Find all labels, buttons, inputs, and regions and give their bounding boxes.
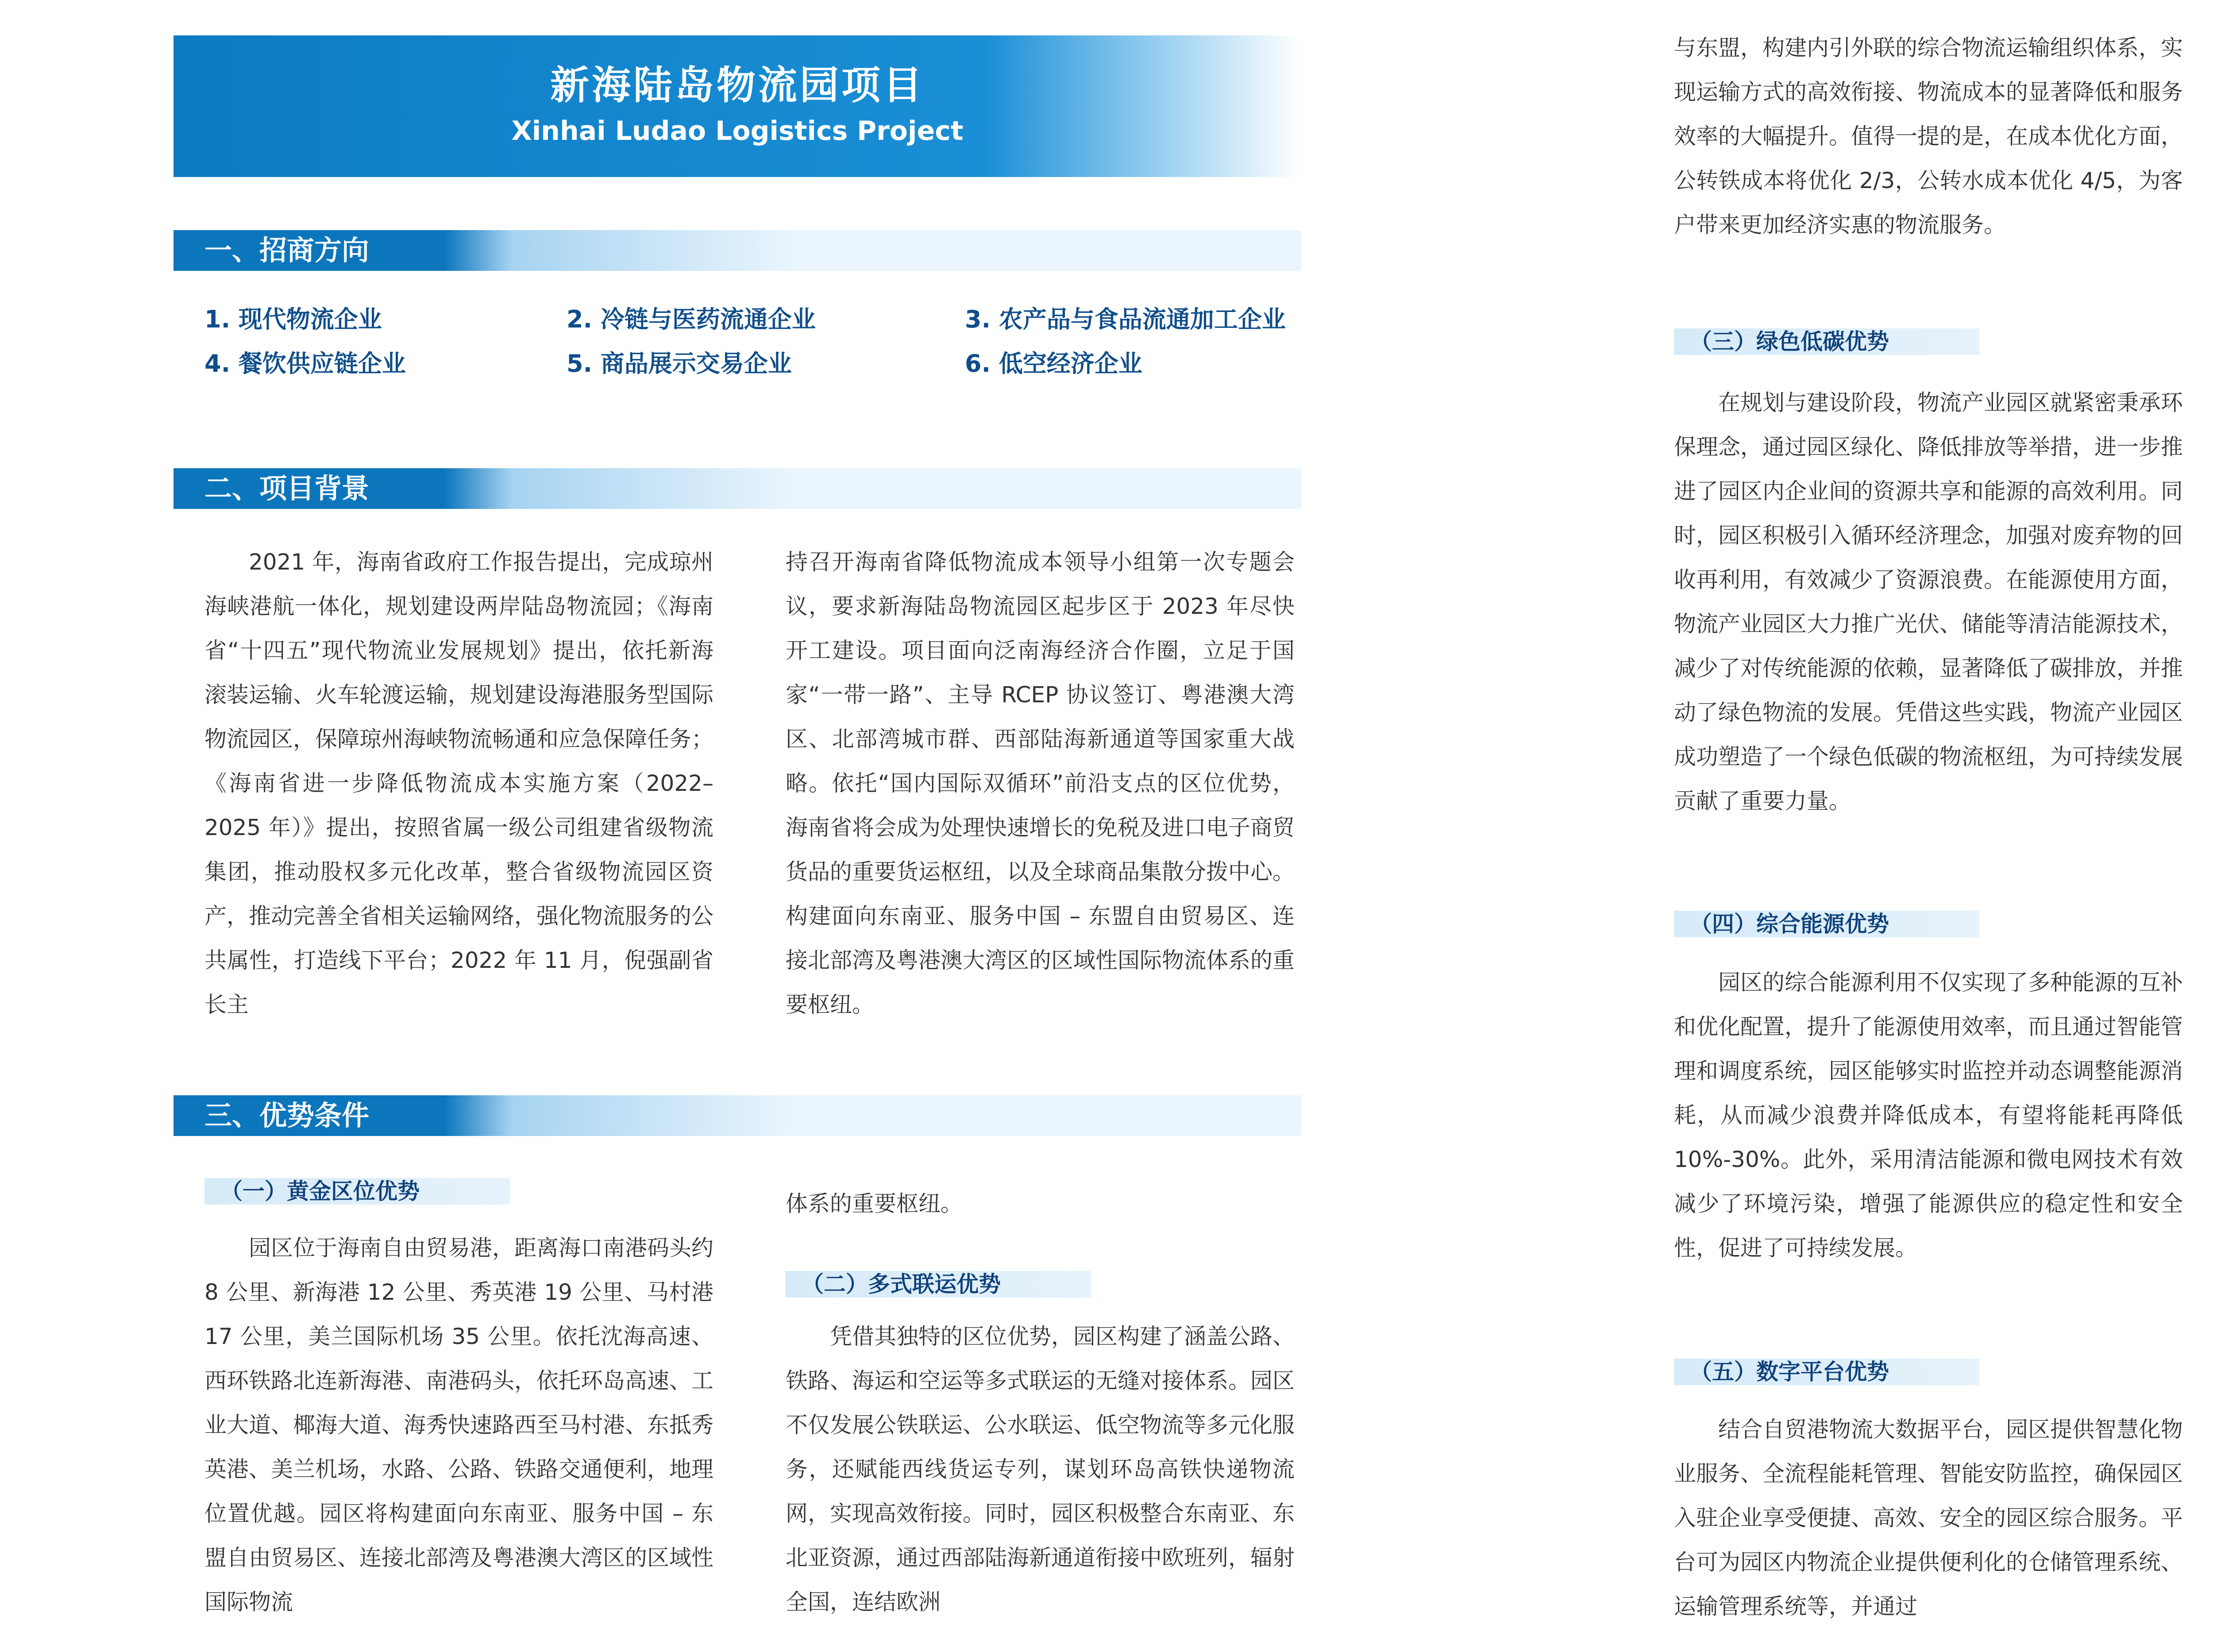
subsection-heading-green: （三）绿色低碳优势 bbox=[1674, 328, 1979, 355]
background-paragraph-col2: 持召开海南省降低物流成本领导小组第一次专题会议，要求新海陆岛物流园区起步区于 2023 年尽快开工建设。项目面向泛南海经济合作圈，立足于国家“一带一路”、主导 RCEP 协议签订、粤港澳大湾区、北部湾城市群、西部陆海新通道等国家重大战略。依托“国内国际双循环”前沿支点的区位优势，海南省将会成为处理快速增长的免税及进口电子商贸货品的重要货运枢纽，以及全球商品集散分拨中心。构建面向东南亚、服务中国 – 东盟自由贸易区、连接北部湾及粤港澳大湾区的区域性国际物流体系的重要枢纽。 bbox=[786, 549, 1295, 1017]
section-heading-label: 三、优势条件 bbox=[204, 1099, 370, 1132]
section-heading-background bbox=[173, 468, 1301, 509]
subsection-heading-energy: （四）综合能源优势 bbox=[1674, 911, 1979, 937]
section-heading-investment bbox=[173, 230, 1301, 271]
subsection-heading-digital: （五）数字平台优势 bbox=[1674, 1359, 1979, 1385]
right-page bbox=[1464, 0, 2213, 1652]
multimodal-paragraph: 凭借其独特的区位优势，园区构建了涵盖公路、铁路、海运和空运等多式联运的无缝对接体系。园区不仅发展公铁联运、公水联运、低空物流等多元化服务，还赋能西线货运专列，谋划环岛高铁快递物流网，实现高效衔接。同时，园区积极整合东南亚、东北亚资源，通过西部陆海新通道衔接中欧班列，辐射全国，连结欧洲 bbox=[786, 1324, 1295, 1615]
location-paragraph-continued: 体系的重要枢纽。 bbox=[786, 1191, 963, 1217]
investment-item: 1. 现代物流企业 bbox=[204, 305, 382, 333]
investment-item: 3. 农产品与食品流通加工企业 bbox=[965, 305, 1286, 333]
investment-item: 4. 餐饮供应链企业 bbox=[204, 350, 406, 377]
subsection-heading-multimodal: （二）多式联运优势 bbox=[786, 1271, 1091, 1298]
subsection-heading-location: （一）黄金区位优势 bbox=[204, 1178, 510, 1205]
background-paragraph-col1: 2021 年，海南省政府工作报告提出，完成琼州海峡港航一体化，规划建设两岸陆岛物流园；《海南省“十四五”现代物流业发展规划》提出，依托新海滚装运输、火车轮渡运输，规划建设海港服务型国际物流园区，保障琼州海峡物流畅通和应急保障任务；《海南省进一步降低物流成本实施方案（2022–2025 年）》提出，按照省属一级公司组建省级物流集团，推动股权多元化改革，整合省级物流园区资产，推动完善全省相关运输网络，强化物流服务的公共属性，打造线下平台；2022 年 11 月，倪强副省长主 bbox=[204, 549, 713, 1017]
title-banner bbox=[173, 35, 1301, 177]
page-title: 新海陆岛物流园项目 bbox=[550, 62, 925, 108]
energy-paragraph: 园区的综合能源利用不仅实现了多种能源的互补和优化配置，提升了能源使用效率，而且通过智能管理和调度系统，园区能够实时监控并动态调整能源消耗，从而减少浪费并降低成本，有望将能耗再降低 10%-30%。此外，采用清洁能源和微电网技术有效减少了环境污染，增强了能源供应的稳定性和安全性，促进了可持续发展。 bbox=[1674, 970, 2183, 1261]
investment-item: 6. 低空经济企业 bbox=[965, 350, 1142, 377]
multimodal-paragraph-continued: 与东盟，构建内引外联的综合物流运输组织体系，实现运输方式的高效衔接、物流成本的显著降低和服务效率的大幅提升。值得一提的是，在成本优化方面，公转铁成本将优化 2/3，公转水成本优化 4/5，为客户带来更加经济实惠的物流服务。 bbox=[1674, 35, 2183, 238]
investment-item: 5. 商品展示交易企业 bbox=[567, 350, 792, 377]
investment-item: 2. 冷链与医药流通企业 bbox=[567, 305, 816, 333]
location-paragraph: 园区位于海南自由贸易港，距离海口南港码头约 8 公里、新海港 12 公里、秀英港 19 公里、马村港 17 公里，美兰国际机场 35 公里。依托沈海高速、西环铁路北连新海港、南港码头，依托环岛高速、工业大道、椰海大道、海秀快速路西至马村港、东抵秀英港、美兰机场，水路、公路、铁路交通便利，地理位置优越。园区将构建面向东南亚、服务中国 – 东盟自由贸易区、连接北部湾及粤港澳大湾区的区域性国际物流 bbox=[204, 1235, 713, 1615]
section-heading-label: 二、项目背景 bbox=[204, 472, 370, 504]
page-subtitle: Xinhai Ludao Logistics Project bbox=[511, 116, 964, 146]
green-paragraph: 在规划与建设阶段，物流产业园区就紧密秉承环保理念，通过园区绿化、降低排放等举措，进一步推进了园区内企业间的资源共享和能源的高效利用。同时，园区积极引入循环经济理念，加强对废弃物的回收再利用，有效减少了资源浪费。在能源使用方面，物流产业园区大力推广光伏、储能等清洁能源技术，减少了对传统能源的依赖，显著降低了碳排放，并推动了绿色物流的发展。凭借这些实践，物流产业园区成功塑造了一个绿色低碳的物流枢纽，为可持续发展贡献了重要力量。 bbox=[1674, 390, 2183, 814]
section-heading-advantages bbox=[173, 1095, 1301, 1136]
section-heading-label: 一、招商方向 bbox=[204, 234, 370, 266]
digital-paragraph: 结合自贸港物流大数据平台，园区提供智慧化物业服务、全流程能耗管理、智能安防监控，确保园区入驻企业享受便捷、高效、安全的园区综合服务。平台可为园区内物流企业提供便利化的仓储管理系统、运输管理系统等，并通过 bbox=[1674, 1417, 2183, 1619]
